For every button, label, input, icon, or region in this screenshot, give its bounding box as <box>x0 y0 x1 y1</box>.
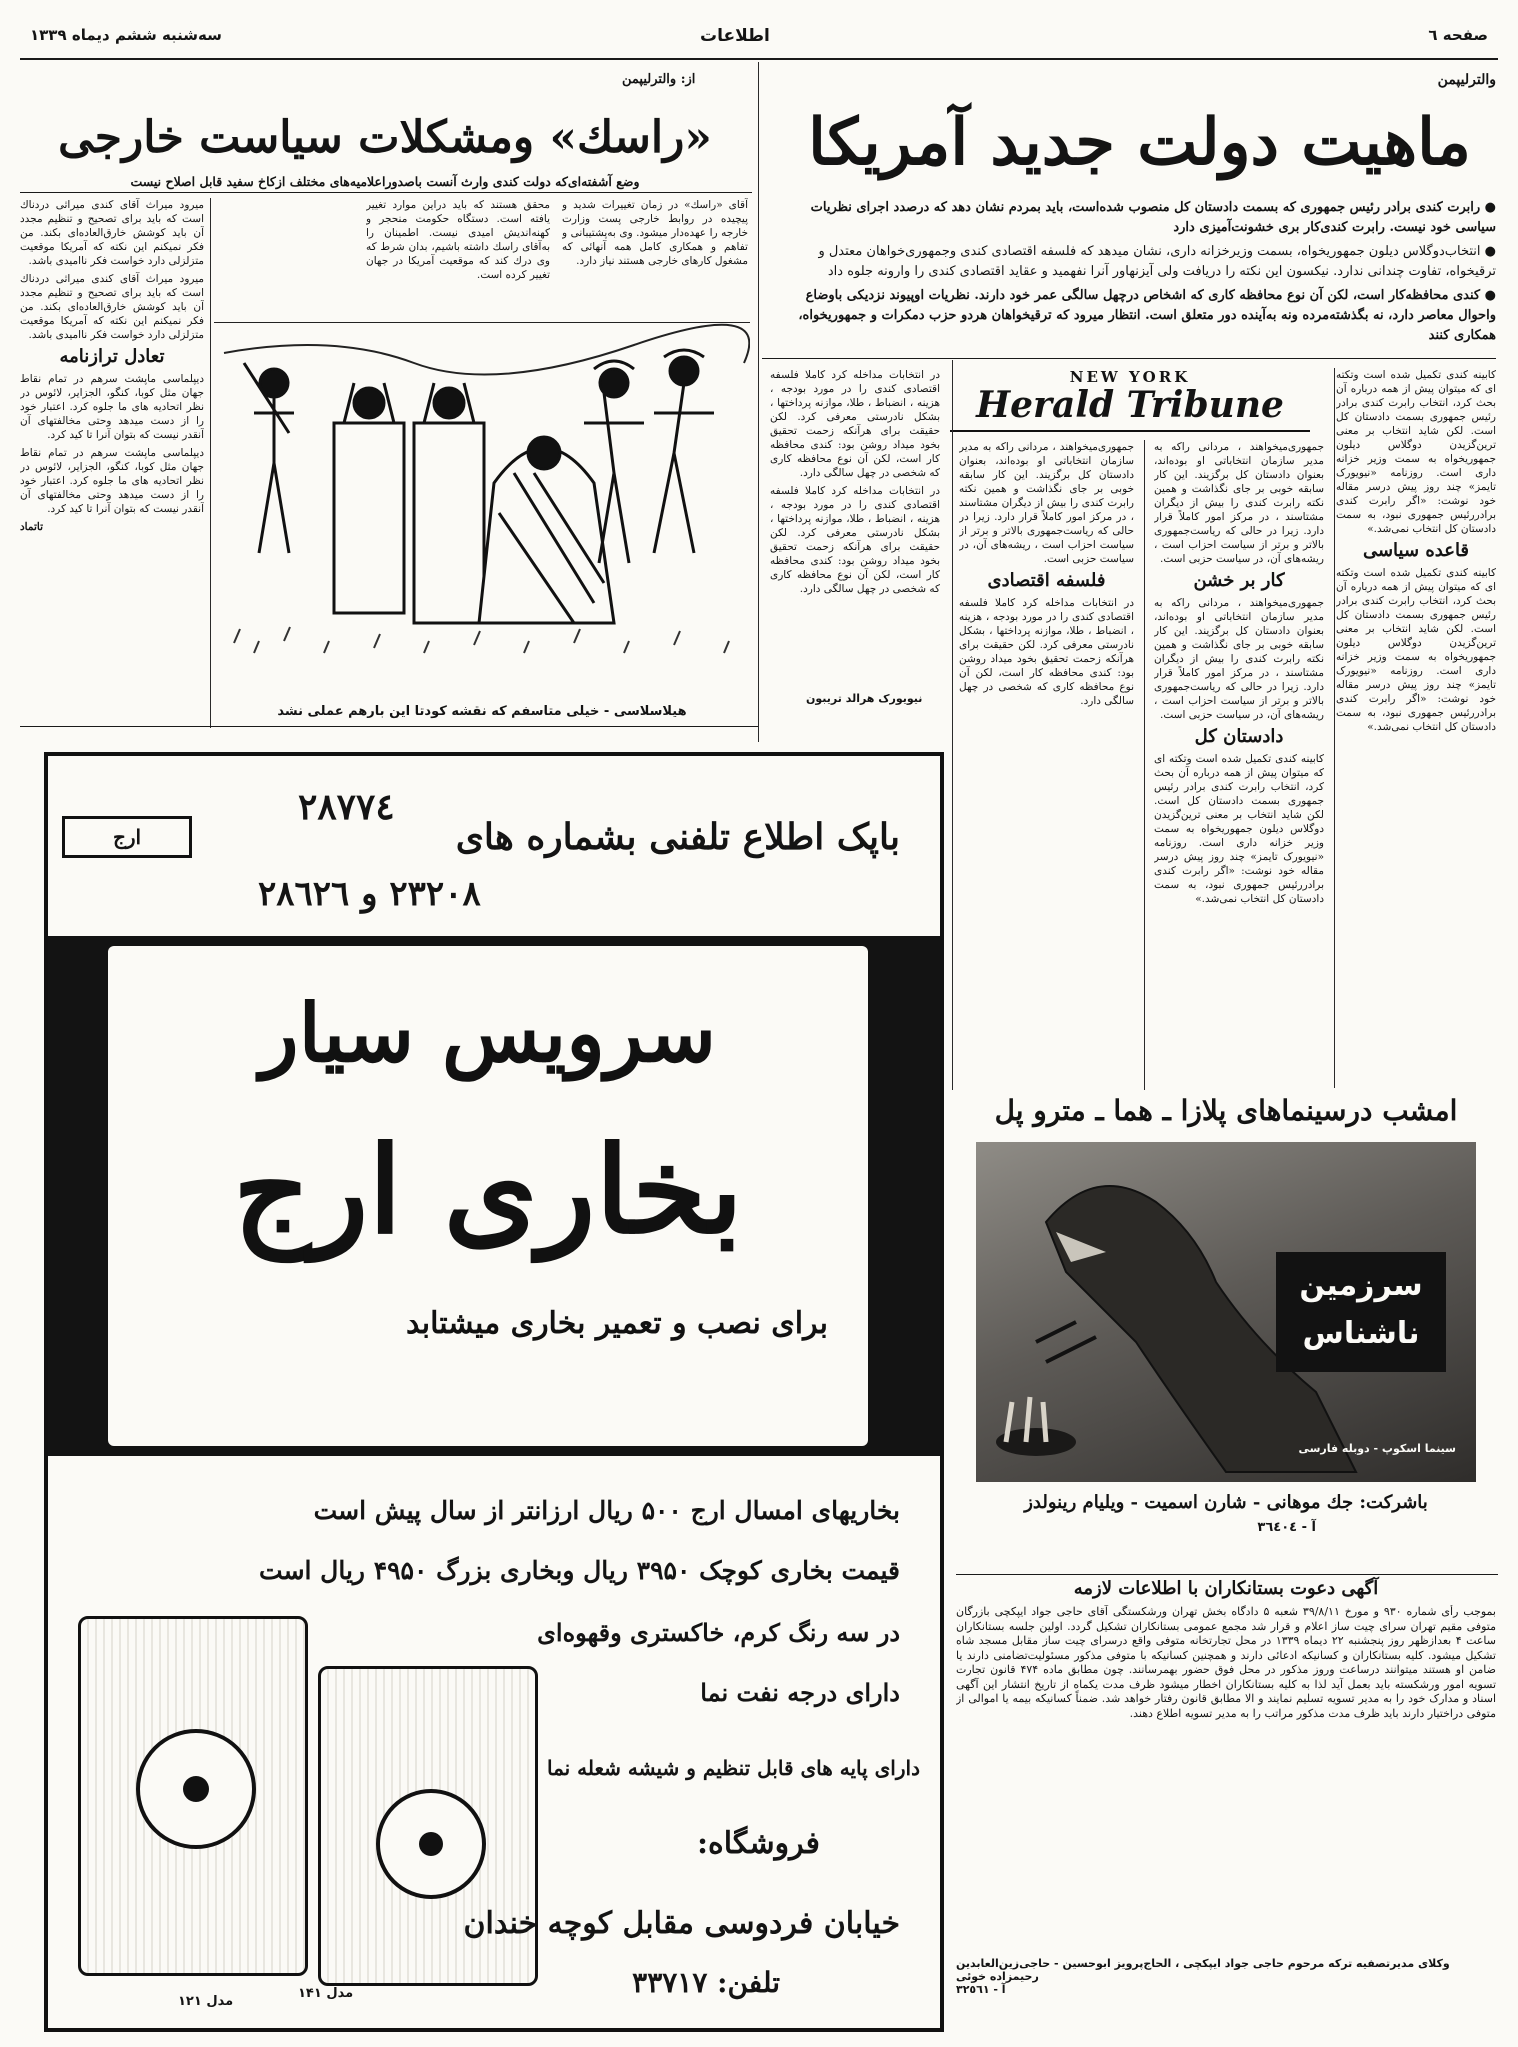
article-left-col-2 <box>366 198 550 316</box>
bullet-3: ● کندی محافظه‌کار است، لکن آن نوع محافظه کاری که اشخاص درچهل سالگی عمر خود دارند. نظریات اوپیوند نزدیکی باوضاع واحوال معاصر دارد، نه بگذشته‌مرده ونه به‌آینده دور متعلق است. انتظار میرود که ترقیخواهان هردو حزب دمکرات و جمهوریخواه، همکاری کنند <box>798 288 1496 343</box>
ad-heater-store-address: خیابان فردوسی مقابل کوچه خندان <box>463 1906 900 1941</box>
legal-notice-title: آگهی دعوت بستانکاران با اطلاعات لازمه <box>1073 1578 1379 1599</box>
cinema-rule <box>956 1574 1498 1575</box>
col-3-text-cont: در انتخابات مداخله کرد کاملا فلسفه اقتصادی کندی را در مورد بودجه ، هزینه ، انضباط ، طلا، موازنه پرداختها ، بشکل نادرستی معرفی کرد. لکن حقیقت برای هرآنکه زحمت تحقیق بخود میداد روشن بود: کندی محافظه کار است، لکن آن نوع محافظه کاری که شخصی در چهل سالگی دارد. <box>959 597 1134 707</box>
ad-heater-band <box>48 936 940 1456</box>
bullets-rule <box>762 358 1496 359</box>
cartoon-caption: هیلاسلاسی - خیلی متاسفم که نقشه کودتا این بارهم عملی نشد <box>277 704 687 719</box>
left-col-1-text: آقای «راسك» در زمان تغییرات شدید و پیچیده در روابط خارجی پست وزارت خارجه را عهده‌دار میشود. وی به‌پشتیبانی و تفاهم و همکاری کامل همه آنهائی که مشغول کارهای خارجی هستند نیاز دارد. <box>562 199 748 267</box>
ad-heater-brand: بخاری ارج <box>233 1120 743 1261</box>
heater-small-image <box>78 1616 308 1976</box>
heater-large-dial <box>376 1789 486 1899</box>
subhead-attorney-general: دادستان کل <box>1194 726 1284 747</box>
ad-heater-panel <box>108 946 868 1446</box>
ad-cinema-code: آ - ٣٦٤٠٤ <box>1257 1520 1316 1535</box>
ad-heater <box>44 752 944 2032</box>
poster-credit: سینما اسکوپ - دوبله فارسی <box>1298 1442 1456 1455</box>
legal-notice-body: بموجب رأی شماره ۹۳۰ و مورخ ۳۹/۸/۱۱ شعبه ۵ دادگاه بخش تهران ورشکستگی آقای حاجی جواد ایپکچی بازرگان متوفی مقیم تهران سرای چیت ساز اعلام و قرار شد مجمع عمومی بستانکاران تشکیل گردد. اولین جلسه بستانکاران ساعت ۴ بعدازظهر روز پنجشنبه ۲۲ دیماه ۱۳۳۹ در محل تجارتخانه متوفی واقع درسرای چیت ساز مقابل مسجد شاه تشکیل میشود. کلیه بستانکاران و کسانیکه ادعائی دارند و همچنین کسانیکه با متوفی مذکور مسئولیت‌تضامنی دارند یا ضامن او هستند میتوانند درساعت وروز مذکور در محل فوق حضور بهمرسانند. چون مطابق ماده ۴۷۴ قانون تجارت تسویه امور ورشکسته باید بعمل آید لذا به کلیه بستانکاران اخطار میشود ظرف مدت یکماه از تاریخ انتشار این آگهی اسناد و مدارک خود را به مدیر تسویه تسلیم نمایند و الا مطابق قانون رفتار خواهد شد. ضمناً کسانیکه بیمه یا اموالی از متوفی دراختیار دارند باید ظرف مدت مذکور مراتب را به مدیر تسویه اطلاع دهند. <box>956 1605 1496 1720</box>
film-title-box <box>1276 1252 1446 1372</box>
ad-heater-logo-text: ارج <box>112 825 142 849</box>
col-2-text: جمهوری‌میخواهند ، مردانی راکه به مدیر سازمان انتخاباتی او بوده‌اند، بعنوان دادستان کل برگزیند. این کار سابقه خوبی بر جای نگذاشت و همین نکته رابرت کندی را بیش از دیگران مشتاسند ، در مرکز امور کاملاً قرار دارد. زیرا در حالی که ریاست‌جمهوری بالاتر و برتر از سیاست احزاب است ، ریشه‌های آن، در سیاست حزبی است. <box>1154 441 1324 565</box>
left-col-2-text: محقق هستند که باید دراین موارد تغییر یافته است. دستگاه حکومت منحجر و کهنه‌اندیش امیدی نیست. اطمینان را به‌آقای راسك داشته باشیم، بدان شرط که وی درك کند که موقعیت آمریکا در جهان تغییر کرده است. <box>366 199 550 281</box>
ad-cinema-headline: امشب درسینماهای پلازا ـ هما ـ مترو پل <box>994 1094 1458 1127</box>
masthead-rule <box>20 58 1498 60</box>
bullet-3-text: کندی محافظه‌کار است، لکن آن نوع محافظه کاری که اشخاص درچهل سالگی عمر خود دارند. نظریات اوپیوند نزدیکی باوضاع واحوال معاصر دارد، نه بگذشته‌مرده ونه به‌آینده دور متعلق است. انتظار میرود که ترقیخواهان هردو حزب دمکرات و جمهوریخواه، همکاری کنند <box>798 288 1496 343</box>
subhead-harsh-worker: کار بر خشن <box>1193 570 1285 591</box>
deck-rule <box>20 192 752 193</box>
ad-heater-feature-2: قیمت بخاری کوچک ۳۹۵۰ ریال وبخاری بزرگ ۴۹۵۰ ریال است <box>259 1556 900 1585</box>
article-right-col-2 <box>1154 440 1324 1090</box>
left-col-3-text-cont: میرود میراث آقای کندی میراثی دردناك است که باید برای تصحیح و تنظیم مجدد آن باید کوشش خارق‌العاده‌ای بکند. من فکر نمیکنم این نکته که آمریکا موقعیت متزلزلی دارد خواست فکر ناامیدی باشد. <box>20 273 204 341</box>
heater-model-large: مدل ۱۴۱ <box>298 1986 354 2001</box>
bullet-2-text: انتخاب‌دوگلاس دیلون جمهوریخواه، بسمت وزیرخزانه داری، نشان میدهد که فلسفه اقتصادی کندی وجمهوری‌خواهان معتدل و ترقیخواه، تفاوت چندانی ندارد. نیکسون این نکته را دریافت ولی آیزنهاور آنرا نفهمید و عقاید اقتصادی کندی را وارونه جلوه داد <box>818 244 1496 279</box>
article-right-credit: نیویورک هرالد تریبون <box>806 692 923 705</box>
ad-heater-feature-1: بخاریهای امسال ارج ۵۰۰ ریال ارزانتر از سال پیش است <box>313 1496 900 1525</box>
ad-heater-service-subtitle: برای نصب و تعمیر بخاری میشتابد <box>405 1306 828 1341</box>
ad-heater-service-title: سرویس سیار <box>259 986 717 1080</box>
ad-heater-feature-4: دارای درجه نفت نما <box>700 1678 900 1707</box>
article-left-col-3 <box>20 198 204 728</box>
logo-new-york: NEW YORK <box>1069 368 1191 386</box>
divider-r1 <box>1334 368 1335 1088</box>
film-title: سرزمین ناشناس <box>1299 1268 1423 1351</box>
article-right-headline: ماهیت دولت جدید آمریکا <box>808 105 1471 180</box>
article-right-byline: والترلیپمن <box>1437 72 1496 88</box>
article-left-col-1 <box>562 198 748 316</box>
article-left-deck: وضع آشفته‌ای‌که دولت کندی وارث آنست باصدوراعلامیه‌های مختلف ازکاخ سفید قابل اصلاح نیست <box>130 174 640 189</box>
ad-heater-phone-notice: باپک اطلاع تلفنی بشماره های <box>455 816 900 858</box>
divider-r2 <box>1144 440 1145 1090</box>
cartoon-illustration <box>214 323 750 703</box>
col-2-text-cont: جمهوری‌میخواهند ، مردانی راکه به مدیر سازمان انتخاباتی او بوده‌اند، بعنوان دادستان کل برگزیند. این کار سابقه خوبی بر جای نگذاشت و همین نکته رابرت کندی را بیش از دیگران مشتاسند ، در مرکز امور کاملاً قرار دارد. زیرا در حالی که ریاست‌جمهوری بالاتر و برتر از سیاست احزاب است ، ریشه‌های آن، در سیاست حزبی است. <box>1154 597 1324 721</box>
article-left-headline: «راسك» ومشكلات سیاست خارجی <box>58 112 712 163</box>
movie-poster <box>976 1142 1476 1482</box>
page-number: صفحه ٦ <box>1428 26 1488 44</box>
bullet-1: ● رابرت کندی برادر رئیس جمهوری که بسمت دادستان کل منصوب شده‌است، باید بمردم نشان دهد که درصدد اجرای نظریات سیاسی خود نیست. رابرت کندی‌کار بری خشونت‌آمیزی دارد <box>810 200 1496 235</box>
logo-title: Herald Tribune <box>976 384 1284 426</box>
ad-heater-logo <box>62 816 192 858</box>
article-left-credit: تاتماد <box>20 521 43 533</box>
article-right-bullets <box>776 198 1496 346</box>
article-right-col-3 <box>959 440 1134 1090</box>
left-col-3-text: میرود میراث آقای کندی میراثی دردناك است که باید برای تصحیح و تنظیم مجدد آن باید کوشش خارق‌العاده‌ای بکند. من فکر نمیکنم این نکته که آمریکا موقعیت متزلزلی دارد خواست فکر ناامیدی باشد. <box>20 199 204 267</box>
ad-heater-feature-5: دارای پایه های قابل تنظیم و شیشه شعله نما <box>547 1756 920 1780</box>
column-divider-top <box>758 62 759 742</box>
cartoon-rule <box>20 726 758 727</box>
left-extra-text: دیپلماسی ماپشت سرهم در تمام نقاط جهان مثل کوبا، کنگو، الجزایر، لائوس در نظر اتحادیه های ما جلوه کرد. اعتبار خود را از دست میدهد وحتی مخالفتهای آن آنقدر نیست که بتوان آنرا تا کید کرد. <box>20 373 204 441</box>
col-1-text: کابینه کندی تکمیل شده است وتکته ای که میتوان پیش از همه درباره آن بحث کرد، انتخاب رابرت کندی برادر رئیس جمهوری بسمت دادستان کل است. لکن شاید انتخاب بر معنی ترین‌گزیدن دوگلاس دیلون جمهوریخواه به سمت وزیر خزانه داری است. روزنامه «نیویورک تایمز» چند روز پیش درسر مقاله خود نوشت: «اگر رابرت کندی برادررئیس جمهوری نبود، به سمت دادستان کل انتخاب نمی‌شد.» <box>1336 369 1496 535</box>
ad-heater-store-phone: تلفن: ٣٣٧١٧ <box>632 1966 780 1999</box>
divider-r3 <box>952 360 953 1090</box>
ad-heater-phone-2: ٢٣٢٠٨ و ٢٨٦٢٦ <box>258 874 481 914</box>
legal-notice-code: آ - ٣٢٥٦١ <box>956 1983 1006 1996</box>
divider-l1 <box>210 198 211 728</box>
issue-date: سه‌شنبه ششم دیماه ۱۳۳۹ <box>30 26 222 44</box>
article-right-col-1 <box>1336 368 1496 1088</box>
col-2-text-cont2: کابینه کندی تکمیل شده است وتکته ای که میتوان پیش از همه درباره آن بحث کرد، انتخاب رابرت کندی برادر رئیس جمهوری بسمت دادستان کل است. لکن شاید انتخاب بر معنی ترین‌گزیدن دوگلاس دیلون جمهوریخواه به سمت وزیر خزانه داری است. روزنامه «نیویورک تایمز» چند روز پیش درسر مقاله خود نوشت: «اگر رابرت کندی برادررئیس جمهوری نبود، به سمت دادستان کل انتخاب نمی‌شد.» <box>1154 753 1324 905</box>
col-4-text-cont: در انتخابات مداخله کرد کاملا فلسفه اقتصادی کندی را در مورد بودجه ، هزینه ، انضباط ، طلا، موازنه پرداختها ، بشکل نادرستی معرفی کرد. لکن حقیقت برای هرآنکه زحمت تحقیق بخود میداد روشن بود: کندی محافظه کار است، لکن آن نوع محافظه کاری که شخصی در چهل سالگی دارد. <box>770 485 940 595</box>
col-4-text: در انتخابات مداخله کرد کاملا فلسفه اقتصادی کندی را در مورد بودجه ، هزینه ، انضباط ، طلا، موازنه پرداختها ، بشکل نادرستی معرفی کرد. لکن حقیقت برای هرآنکه زحمت تحقیق بخود میداد روشن بود: کندی محافظه کار است، لکن آن نوع محافظه کاری که شخصی در چهل سالگی دارد. <box>770 369 940 479</box>
bullet-1-text: رابرت کندی برادر رئیس جمهوری که بسمت دادستان کل منصوب شده‌است، باید بمردم نشان دهد که درصدد اجرای نظریات سیاسی خود نیست. رابرت کندی‌کار بری خشونت‌آمیزی دارد <box>810 200 1496 235</box>
ad-cinema <box>956 1094 1496 1574</box>
subhead-rule: قاعده سیاسی <box>1362 540 1470 561</box>
left-extra-text-cont: دیپلماسی ماپشت سرهم در تمام نقاط جهان مثل کوبا، کنگو، الجزایر، لائوس در نظر اتحادیه های ما جلوه کرد. اعتبار خود را از دست میدهد وحتی مخالفتهای آن آنقدر نیست که بتوان آنرا تا کید کرد. <box>20 447 204 515</box>
article-right-col-4 <box>770 368 940 688</box>
ad-heater-feature-3: در سه رنگ کرم، خاکستری وقهوه‌ای <box>537 1618 900 1647</box>
bullet-2: ● انتخاب‌دوگلاس دیلون جمهوریخواه، بسمت وزیرخزانه داری، نشان میدهد که فلسفه اقتصادی کندی وجمهوری‌خواهان معتدل و ترقیخواه، تفاوت چندانی ندارد. نیکسون این نکته را دریافت ولی آیزنهاور آنرا نفهمید و عقاید اقتصادی کندی را وارونه جلوه داد <box>818 244 1496 279</box>
article-left-byline: از: والترلیپمن <box>622 72 696 87</box>
paper-name: اطلاعات <box>700 26 770 46</box>
ad-cinema-cast: باشرکت: جك موهانی - شارن اسمیت - ویلیام رینولدز <box>1024 1492 1428 1513</box>
col-3-text: جمهوری‌میخواهند ، مردانی راکه به مدیر سازمان انتخاباتی او بوده‌اند، بعنوان دادستان کل برگزیند. این کار سابقه خوبی بر جای نگذاشت و همین نکته رابرت کندی را بیش از دیگران مشتاسند ، در مرکز امور کاملاً قرار دارد. زیرا در حالی که ریاست‌جمهوری بالاتر و برتر از سیاست احزاب است ، ریشه‌های آن، در سیاست حزبی است. <box>959 441 1134 565</box>
subhead-balance: تعادل ترازنامه <box>59 346 165 367</box>
ad-heater-phone-1: ٢٨٧٧٤ <box>298 786 395 828</box>
heater-small-dial <box>136 1729 256 1849</box>
legal-notice-signature: وکلای مدیرتصفیه ترکه مرحوم حاجی جواد ایپکچی ، الحاج‌پرویز ابوحسین - حاجی‌زین‌العابدین رحیمزاده خوئی <box>956 1957 1450 1983</box>
legal-notice <box>956 1578 1496 2032</box>
ad-heater-store-label: فروشگاه: <box>696 1826 820 1861</box>
col-1-text-cont: کابینه کندی تکمیل شده است وتکته ای که میتوان پیش از همه درباره آن بحث کرد، انتخاب رابرت کندی برادر رئیس جمهوری بسمت دادستان کل است. لکن شاید انتخاب بر معنی ترین‌گزیدن دوگلاس دیلون جمهوریخواه به سمت وزیر خزانه داری است. روزنامه «نیویورک تایمز» چند روز پیش درسر مقاله خود نوشت: «اگر رابرت کندی برادررئیس جمهوری نبود، به سمت دادستان کل انتخاب نمی‌شد.» <box>1336 567 1496 733</box>
heater-model-small: مدل ۱۲۱ <box>178 1994 234 2009</box>
cartoon <box>214 322 750 702</box>
herald-tribune-logo <box>950 368 1310 432</box>
subhead-economic-philosophy: فلسفه اقتصادی <box>987 570 1106 591</box>
